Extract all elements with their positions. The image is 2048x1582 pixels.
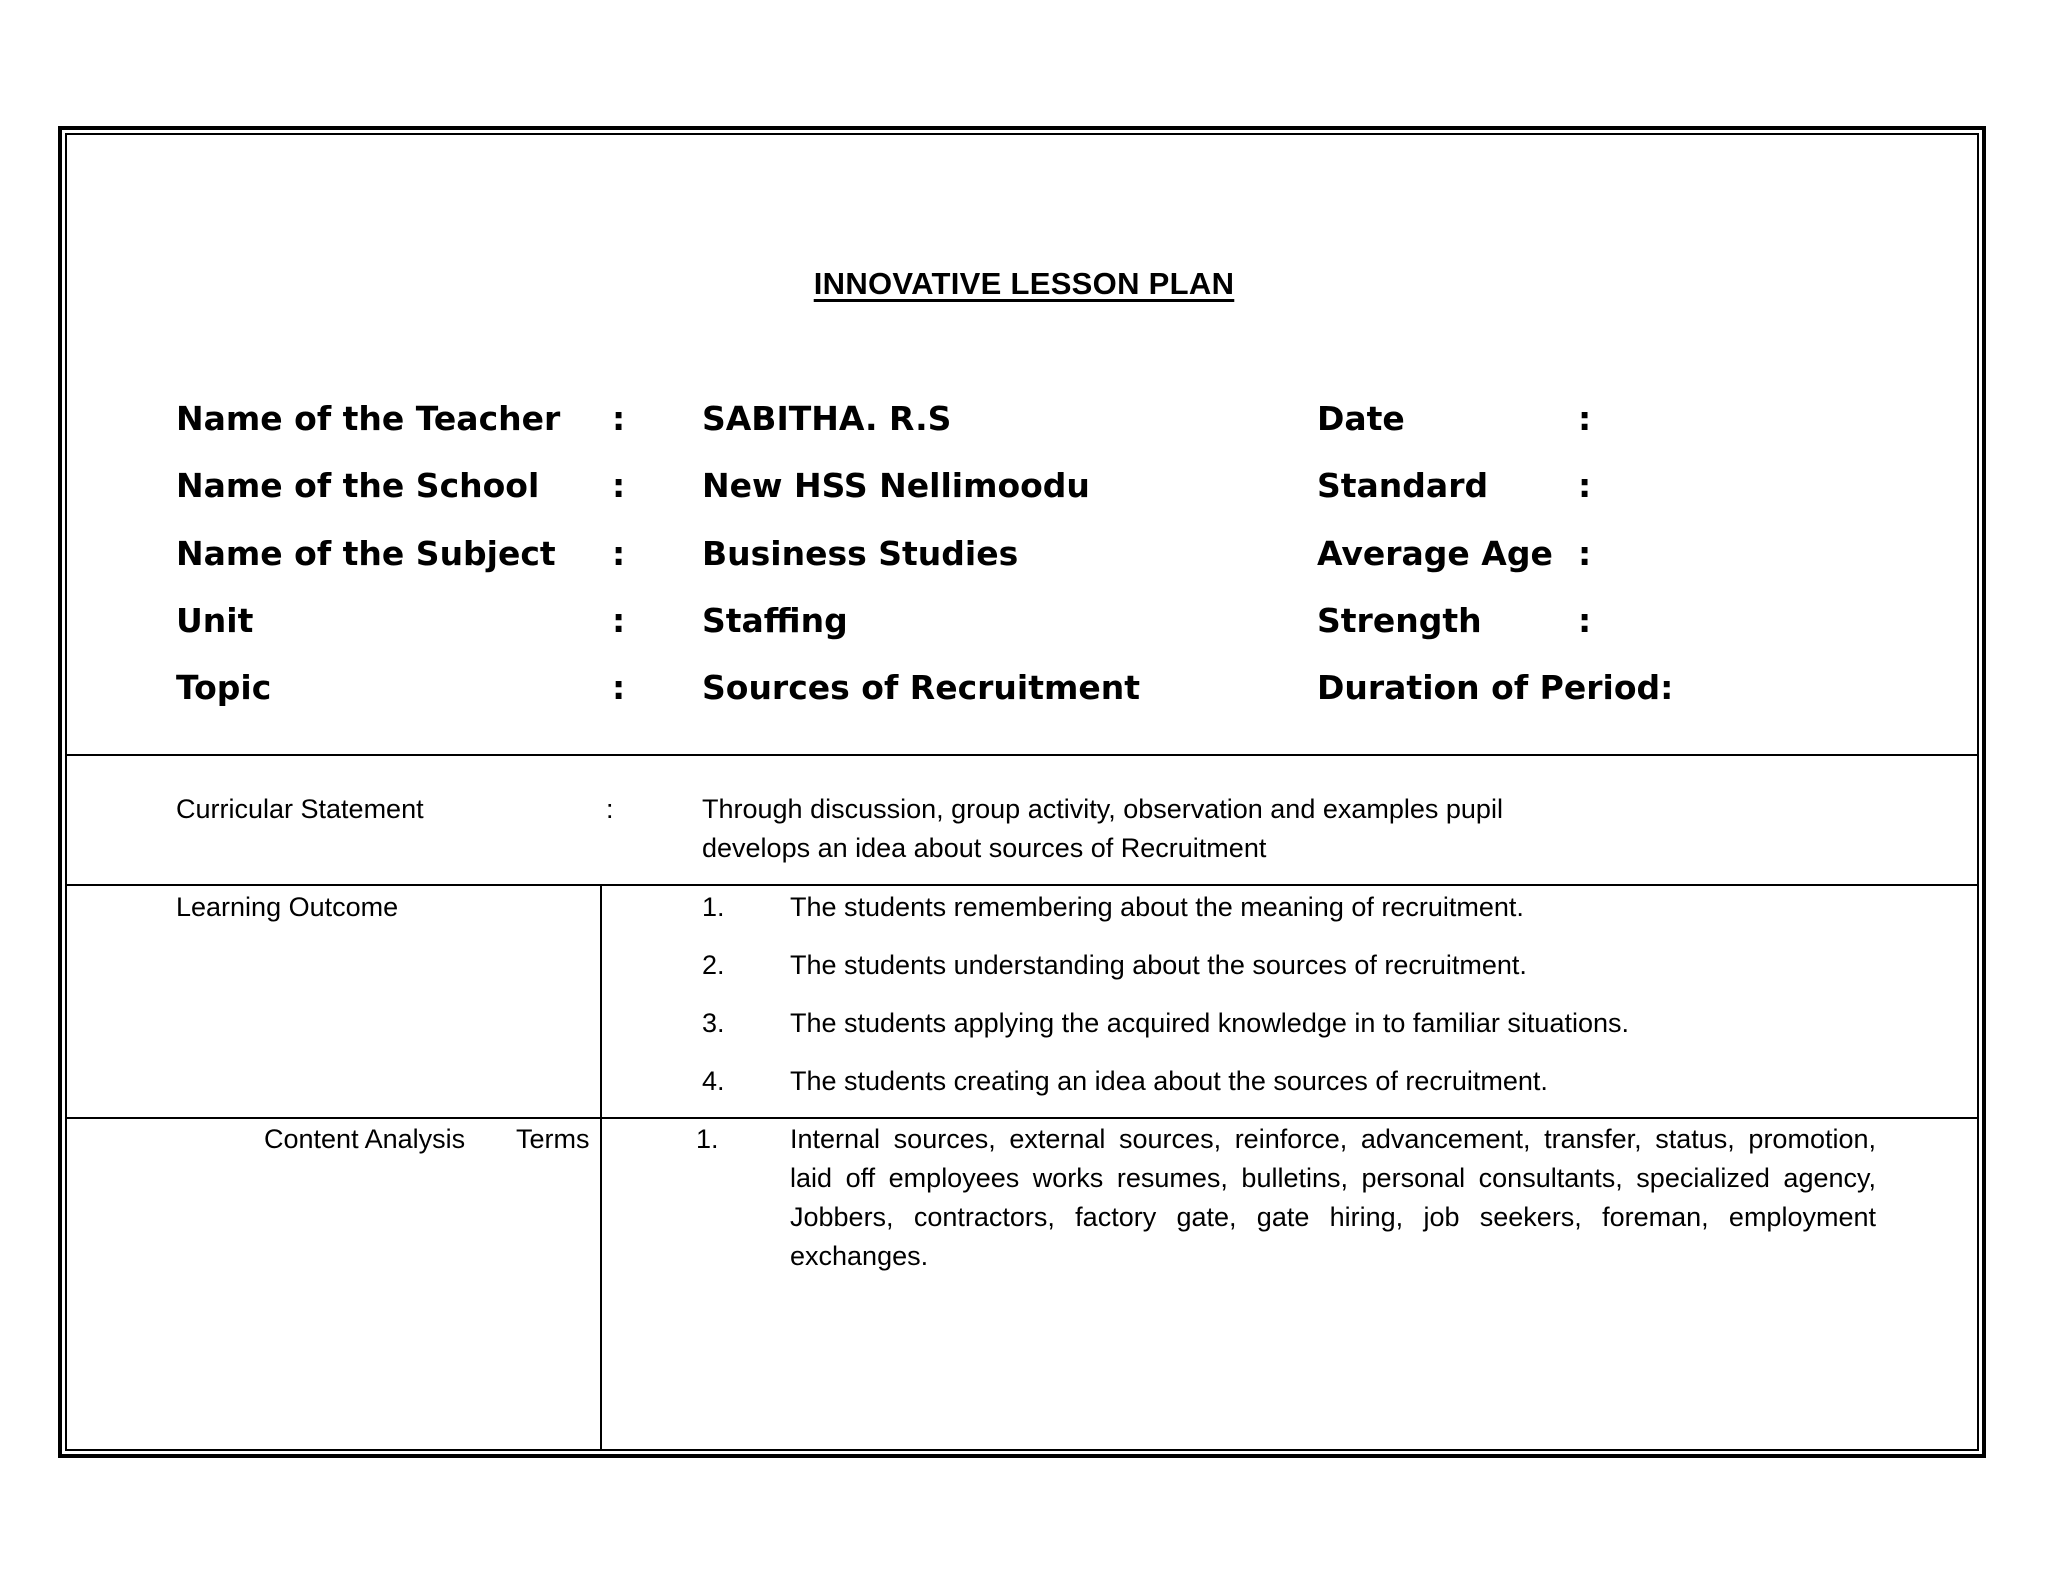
divider-learning: [66, 1117, 1978, 1119]
average-age-label: Average Age: [1317, 534, 1553, 573]
teacher-value: SABITHA. R.S: [702, 399, 952, 438]
outcome-text: The students applying the acquired knowledge in to familiar situations.: [790, 1008, 1629, 1038]
date-label: Date: [1317, 399, 1405, 438]
outcome-number: 3.: [702, 1008, 725, 1038]
terms-number: 1.: [696, 1124, 719, 1154]
learning-outcome-label: Learning Outcome: [176, 892, 399, 922]
unit-label: Unit: [176, 601, 254, 640]
outcome-text: The students creating an idea about the sources of recruitment.: [790, 1066, 1548, 1096]
date-colon: :: [1578, 399, 1592, 438]
subject-colon: :: [612, 534, 626, 573]
standard-label: Standard: [1317, 466, 1489, 505]
teacher-colon: :: [612, 399, 626, 438]
school-colon: :: [612, 466, 626, 505]
curricular-colon: :: [606, 794, 614, 824]
school-label: Name of the School: [176, 466, 540, 505]
outcome-number: 2.: [702, 950, 725, 980]
duration-label: Duration of Period:: [1317, 668, 1674, 707]
curricular-line-1: Through discussion, group activity, observation and examples pupil: [702, 794, 1503, 824]
unit-value: Staffing: [702, 601, 848, 640]
teacher-label: Name of the Teacher: [176, 399, 561, 438]
strength-colon: :: [1578, 601, 1592, 640]
subject-label: Name of the Subject: [176, 534, 556, 573]
topic-value: Sources of Recruitment: [702, 668, 1141, 707]
topic-colon: :: [612, 668, 626, 707]
outcome-number: 4.: [702, 1066, 725, 1096]
content-analysis-label: Content Analysis: [264, 1124, 466, 1154]
divider-curricular: [66, 884, 1978, 886]
divider-header: [66, 754, 1978, 756]
column-divider: [600, 885, 602, 1451]
standard-colon: :: [1578, 466, 1592, 505]
unit-colon: :: [612, 601, 626, 640]
topic-label: Topic: [176, 668, 272, 707]
outcome-number: 1.: [702, 892, 725, 922]
outcome-text: The students remembering about the meaning of recruitment.: [790, 892, 1524, 922]
average-age-colon: :: [1578, 534, 1592, 573]
page-title: INNOVATIVE LESSON PLAN: [813, 266, 1235, 301]
subject-value: Business Studies: [702, 534, 1019, 573]
curricular-label: Curricular Statement: [176, 794, 424, 824]
terms-label: Terms: [516, 1124, 590, 1154]
school-value: New HSS Nellimoodu: [702, 466, 1090, 505]
strength-label: Strength: [1317, 601, 1482, 640]
outcome-text: The students understanding about the sources of recruitment.: [790, 950, 1527, 980]
terms-paragraph: Internal sources, external sources, reinforce, advancement, transfer, status, promotion, laid off employees works resumes, bulletins, personal consultants, specialized agency, Jobbers, contractors, factory gate, gate hiring, job seekers, foreman, employment exchanges.: [790, 1124, 1876, 1271]
curricular-line-2: develops an idea about sources of Recruitment: [702, 833, 1267, 863]
